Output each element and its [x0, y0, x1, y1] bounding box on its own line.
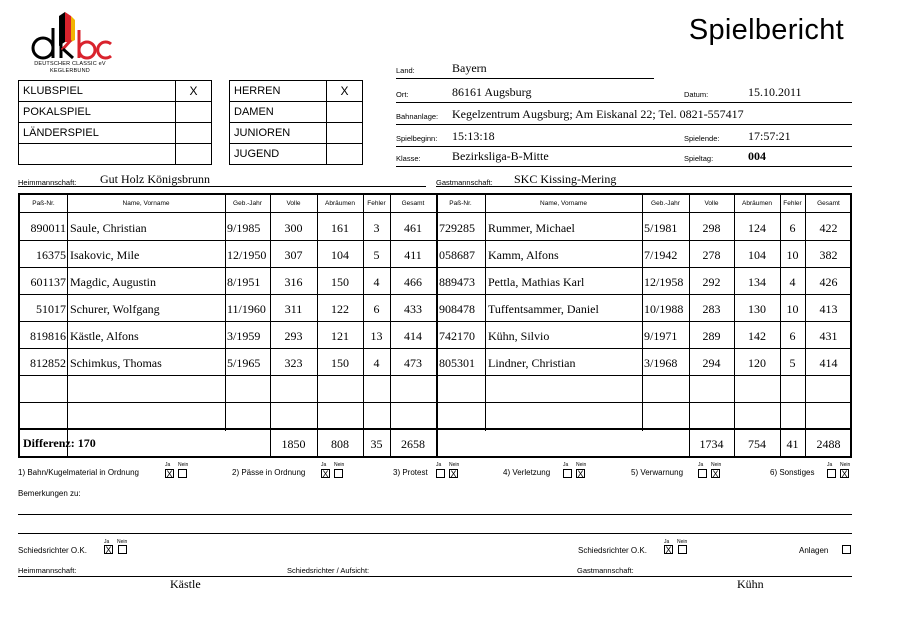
nein-label: Nein — [840, 462, 851, 468]
row-divider — [20, 294, 850, 295]
klasse-row — [396, 146, 852, 167]
home-player-name: Kästle, Alfons — [70, 329, 139, 343]
col-divider — [485, 195, 486, 431]
home-volle: 307 — [284, 248, 303, 262]
header-name: Name, Vorname — [540, 200, 587, 207]
category-box — [229, 80, 363, 165]
guest-volle: 298 — [702, 221, 721, 235]
ja-label: Ja — [563, 462, 569, 468]
category-mark — [327, 144, 363, 165]
guest-fehler: 4 — [789, 275, 796, 289]
page-title: Spielbericht — [688, 14, 844, 46]
home-birth: 8/1951 — [227, 275, 261, 289]
datum-label: Datum: — [684, 90, 709, 99]
check-4-nein-checkbox[interactable]: X — [577, 469, 584, 479]
row-divider — [20, 375, 850, 376]
home-team-label: Heimmannschaft: — [18, 178, 77, 187]
ort-row — [396, 82, 852, 103]
sig-ref-label: Schiedsrichter / Aufsicht: — [287, 566, 370, 575]
type-mark — [176, 123, 212, 144]
nein-label: Nein — [117, 539, 128, 545]
home-player-name: Isakovic, Mile — [70, 248, 140, 262]
home-abraeumen: 104 — [331, 248, 349, 262]
home-gesamt: 411 — [404, 248, 422, 262]
col-divider — [642, 195, 643, 431]
guest-birth: 10/1988 — [644, 302, 684, 316]
check-1-ja-checkbox[interactable]: X — [166, 469, 173, 479]
home-gesamt: 461 — [404, 221, 422, 235]
category-label: HERREN — [230, 81, 327, 102]
header-gesamt: Gesamt — [817, 200, 840, 207]
guest-abraeumen: 104 — [748, 248, 766, 262]
check-4-ja-checkbox[interactable] — [563, 469, 572, 478]
header-volle: Volle — [286, 200, 301, 207]
nein-label: Nein — [449, 462, 460, 468]
guest-total-volle: 1734 — [699, 437, 724, 451]
check-3-nein-checkbox[interactable]: X — [450, 469, 457, 479]
guest-pass-nr: 805301 — [439, 356, 475, 370]
datum-value: 15.10.2011 — [748, 85, 802, 99]
guest-pass-nr: 729285 — [439, 221, 475, 235]
row-divider — [20, 212, 850, 213]
home-player-name: Saule, Christian — [70, 221, 147, 235]
home-total-abraeumen: 808 — [331, 437, 349, 451]
check-2-ja-checkbox[interactable]: X — [322, 469, 329, 479]
totals-divider — [20, 428, 850, 430]
guest-pass-nr: 889473 — [439, 275, 475, 289]
nein-label: Nein — [178, 462, 189, 468]
row-divider — [20, 402, 850, 403]
home-player-name: Schimkus, Thomas — [70, 356, 162, 370]
home-volle: 293 — [284, 329, 303, 343]
home-fehler: 3 — [373, 221, 380, 235]
home-gesamt: 433 — [404, 302, 422, 316]
guest-birth: 7/1942 — [644, 248, 678, 262]
guest-gesamt: 426 — [819, 275, 838, 289]
type-mark — [176, 144, 212, 165]
col-divider — [67, 195, 68, 456]
row-divider — [20, 321, 850, 322]
ja-label: Ja — [436, 462, 442, 468]
guest-fehler: 6 — [789, 329, 796, 343]
check-label: 5) Verwarnung — [631, 468, 684, 477]
home-abraeumen: 150 — [331, 275, 349, 289]
guest-pass-nr: 908478 — [439, 302, 475, 316]
guest-fehler: 10 — [786, 248, 799, 262]
home-pass-nr: 51017 — [36, 302, 66, 316]
referee-ok-label: Schiedsrichter O.K. — [578, 546, 647, 555]
land-value: Bayern — [452, 61, 487, 75]
ja-label: Ja — [321, 462, 327, 468]
home-pass-nr: 16375 — [36, 248, 66, 262]
header-abraeumen: Abräumen — [325, 200, 355, 207]
bahnanlage-row — [396, 104, 852, 125]
check-2-nein-checkbox[interactable] — [334, 469, 343, 478]
referee-left-nein-checkbox[interactable] — [118, 545, 127, 554]
signature-line — [18, 576, 852, 577]
difference-label: Differenz: 170 — [23, 436, 96, 450]
ja-label: Ja — [698, 462, 704, 468]
check-label: 6) Sonstiges — [770, 468, 815, 477]
check-label: 4) Verletzung — [503, 468, 551, 477]
header-fehler: Fehler — [367, 200, 386, 207]
dkbc-logo — [25, 12, 115, 82]
check-1-nein-checkbox[interactable] — [178, 469, 187, 478]
sig-guest-label: Gastmannschaft: — [577, 566, 634, 575]
home-gesamt: 473 — [404, 356, 422, 370]
guest-total-gesamt: 2488 — [816, 437, 841, 451]
guest-player-name: Tuffentsammer, Daniel — [488, 302, 599, 316]
row-divider — [20, 240, 850, 241]
header-pass: Paß-Nr. — [449, 200, 472, 207]
sig-guest-name: Kühn — [737, 577, 764, 591]
home-fehler: 4 — [373, 356, 380, 370]
home-birth: 11/1960 — [227, 302, 266, 316]
spielende-value: 17:57:21 — [748, 129, 791, 143]
guest-volle: 283 — [702, 302, 721, 316]
header-abraeumen: Abräumen — [742, 200, 772, 207]
row-divider — [20, 267, 850, 268]
category-label: DAMEN — [230, 102, 327, 123]
home-birth: 3/1959 — [227, 329, 261, 343]
anlagen-label: Anlagen — [799, 546, 829, 555]
home-birth: 9/1985 — [227, 221, 261, 235]
category-label: JUGEND — [230, 144, 327, 165]
type-label — [19, 144, 176, 165]
guest-birth: 3/1968 — [644, 356, 678, 370]
remarks-label: Bemerkungen zu: — [18, 489, 81, 498]
spielende-label: Spielende: — [684, 134, 720, 143]
check-6-ja-checkbox[interactable] — [827, 469, 836, 478]
type-label: POKALSPIEL — [19, 102, 176, 123]
category-label: JUNIOREN — [230, 123, 327, 144]
spielbeginn-value: 15:13:18 — [452, 129, 495, 143]
home-pass-nr: 890011 — [30, 221, 66, 235]
spielbeginn-label: Spielbeginn: — [396, 134, 438, 143]
home-abraeumen: 121 — [331, 329, 349, 343]
guest-pass-nr: 058687 — [439, 248, 475, 262]
spielzeit-row — [396, 126, 852, 147]
referee-left-ja-checkbox[interactable]: X — [105, 545, 112, 555]
home-fehler: 13 — [370, 329, 383, 343]
home-total-volle: 1850 — [281, 437, 306, 451]
home-player-name: Magdic, Augustin — [70, 275, 156, 289]
guest-volle: 289 — [702, 329, 721, 343]
home-player-name: Schurer, Wolfgang — [70, 302, 160, 316]
guest-birth: 5/1981 — [644, 221, 678, 235]
bahnanlage-value: Kegelzentrum Augsburg; Am Eiskanal 22; Tel. 0821-557417 — [452, 107, 744, 121]
guest-team-label: Gastmannschaft: — [436, 178, 493, 187]
check-6-nein-checkbox[interactable]: X — [841, 469, 848, 479]
results-table — [18, 193, 852, 458]
home-pass-nr: 819816 — [30, 329, 66, 343]
land-label: Land: — [396, 66, 415, 75]
home-birth: 12/1950 — [227, 248, 267, 262]
category-mark: X — [327, 81, 363, 102]
guest-volle: 278 — [702, 248, 721, 262]
nein-label: Nein — [334, 462, 345, 468]
guest-fehler: 6 — [789, 221, 796, 235]
header-name: Name, Vorname — [122, 200, 170, 207]
check-label: 2) Pässe in Ordnung — [232, 468, 306, 477]
guest-gesamt: 382 — [819, 248, 838, 262]
logo-line-2: KEGLERBUND — [50, 68, 90, 74]
referee-ok-label: Schiedsrichter O.K. — [18, 546, 87, 555]
home-birth: 5/1965 — [227, 356, 261, 370]
spieltag-value: 004 — [748, 149, 766, 163]
home-volle: 300 — [284, 221, 303, 235]
home-volle: 316 — [284, 275, 303, 289]
guest-abraeumen: 142 — [748, 329, 766, 343]
category-mark — [327, 102, 363, 123]
row-divider — [20, 348, 850, 349]
col-divider — [225, 195, 226, 431]
header-gesamt: Gesamt — [401, 200, 425, 207]
bahnanlage-label: Bahnanlage: — [396, 112, 439, 121]
guest-team-name: SKC Kissing-Mering — [514, 172, 617, 186]
guest-total-fehler: 41 — [786, 437, 799, 451]
guest-abraeumen: 124 — [748, 221, 766, 235]
anlagen-checkbox[interactable] — [842, 545, 851, 554]
guest-birth: 9/1971 — [644, 329, 678, 343]
check-5-nein-checkbox[interactable]: X — [712, 469, 719, 479]
header-fehler: Fehler — [783, 200, 802, 207]
guest-pass-nr: 742170 — [439, 329, 475, 343]
logo-line-1: DEUTSCHER CLASSIC eV — [34, 61, 106, 67]
land-row — [396, 58, 654, 79]
home-fehler: 5 — [373, 248, 380, 262]
header-geb: Geb.-Jahr — [233, 200, 262, 207]
type-mark: X — [176, 81, 212, 102]
klasse-label: Klasse: — [396, 154, 421, 163]
ja-label: Ja — [165, 462, 171, 468]
category-mark — [327, 123, 363, 144]
home-team-line — [18, 186, 426, 187]
remarks-line — [18, 514, 852, 515]
team-divider — [436, 195, 438, 456]
guest-player-name: Lindner, Christian — [488, 356, 576, 370]
home-gesamt: 466 — [404, 275, 422, 289]
home-total-fehler: 35 — [370, 437, 383, 451]
guest-fehler: 10 — [786, 302, 799, 316]
ja-label: Ja — [827, 462, 833, 468]
home-total-gesamt: 2658 — [401, 437, 425, 451]
guest-player-name: Pettla, Mathias Karl — [488, 275, 585, 289]
home-gesamt: 414 — [404, 329, 422, 343]
home-volle: 323 — [284, 356, 303, 370]
nein-label: Nein — [711, 462, 722, 468]
header-volle: Volle — [704, 200, 719, 207]
guest-birth: 12/1958 — [644, 275, 684, 289]
guest-fehler: 5 — [789, 356, 796, 370]
home-abraeumen: 161 — [331, 221, 349, 235]
guest-gesamt: 422 — [819, 221, 838, 235]
ja-label: Ja — [104, 539, 110, 545]
ja-label: Ja — [664, 539, 670, 545]
sig-home-name: Kästle — [170, 577, 201, 591]
referee-right-ja-checkbox[interactable]: X — [665, 545, 672, 555]
guest-abraeumen: 120 — [748, 356, 766, 370]
home-abraeumen: 150 — [331, 356, 349, 370]
guest-volle: 292 — [702, 275, 721, 289]
type-label: LÄNDERSPIEL — [19, 123, 176, 144]
guest-player-name: Kamm, Alfons — [488, 248, 559, 262]
guest-player-name: Kühn, Silvio — [488, 329, 550, 343]
guest-team-line — [436, 186, 852, 187]
check-5-ja-checkbox[interactable] — [698, 469, 707, 478]
home-fehler: 6 — [373, 302, 380, 316]
type-mark — [176, 102, 212, 123]
guest-abraeumen: 134 — [748, 275, 766, 289]
nein-label: Nein — [576, 462, 587, 468]
spieltag-label: Spieltag: — [684, 154, 714, 163]
ort-value: 86161 Augsburg — [452, 85, 532, 99]
home-pass-nr: 812852 — [30, 356, 66, 370]
ort-label: Ort: — [396, 90, 409, 99]
home-volle: 311 — [284, 302, 303, 316]
guest-gesamt: 413 — [819, 302, 838, 316]
guest-gesamt: 431 — [819, 329, 838, 343]
home-abraeumen: 122 — [331, 302, 349, 316]
type-label: KLUBSPIEL — [19, 81, 176, 102]
referee-right-nein-checkbox[interactable] — [678, 545, 687, 554]
guest-player-name: Rummer, Michael — [488, 221, 575, 235]
check-3-ja-checkbox[interactable] — [436, 469, 445, 478]
home-fehler: 4 — [373, 275, 380, 289]
home-pass-nr: 601137 — [30, 275, 66, 289]
sig-home-label: Heimmannschaft: — [18, 566, 77, 575]
guest-abraeumen: 130 — [748, 302, 766, 316]
game-type-box — [18, 80, 212, 165]
klasse-value: Bezirksliga-B-Mitte — [452, 149, 549, 163]
check-label: 3) Protest — [393, 468, 428, 477]
home-team-name: Gut Holz Königsbrunn — [100, 172, 210, 186]
guest-gesamt: 414 — [819, 356, 838, 370]
guest-total-abraeumen: 754 — [748, 437, 766, 451]
guest-volle: 294 — [702, 356, 721, 370]
header-pass: Paß-Nr. — [32, 200, 55, 207]
remarks-line — [18, 533, 852, 534]
header-geb: Geb.-Jahr — [651, 200, 680, 207]
nein-label: Nein — [677, 539, 688, 545]
check-label: 1) Bahn/Kugelmaterial in Ordnung — [18, 468, 139, 477]
